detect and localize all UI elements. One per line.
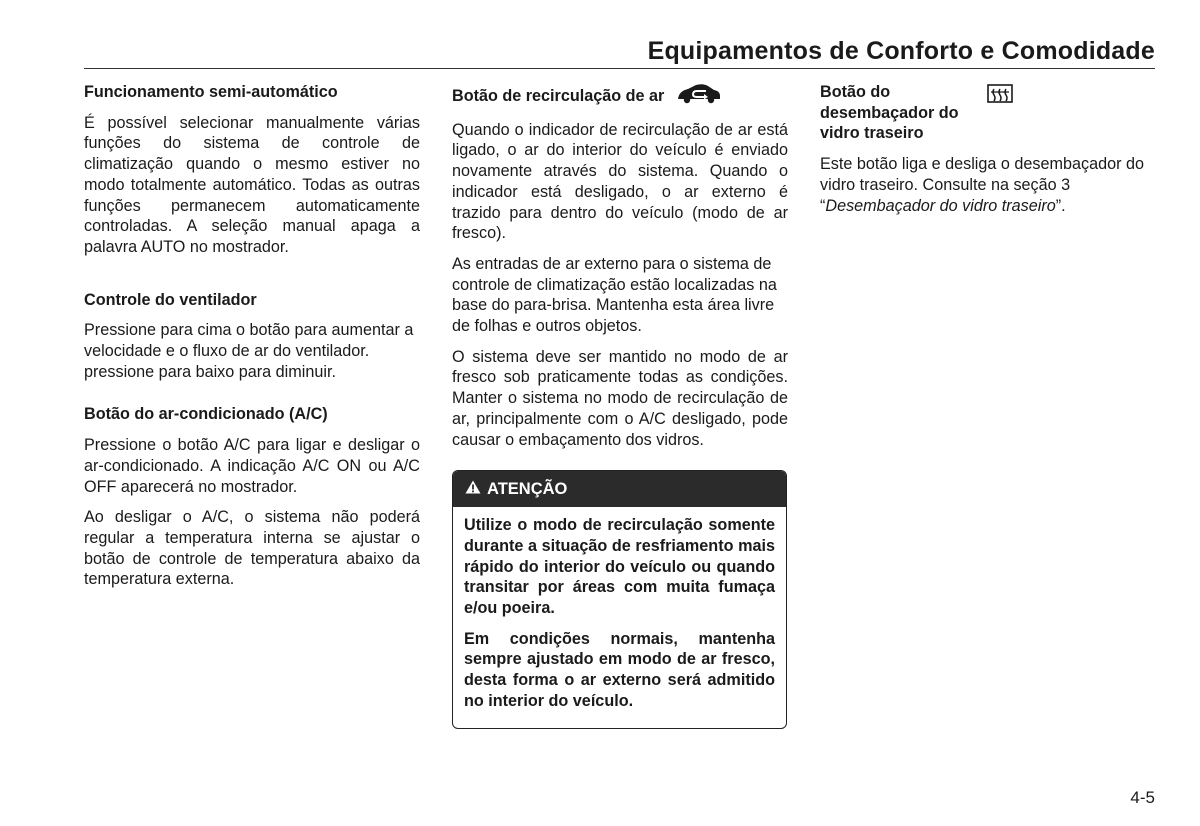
recirculation-icon [676,82,722,110]
paragraph-recirculation-1: Quando o indicador de recirculação de ar está ligado, o ar do interior do veículo é enviado novamente através do sistema. Quando o indicador está desligado, o ar externo é trazido para dentro do veículo (modo de ar fresco). [452,120,788,243]
section-title-ac-button: Botão do ar-condicionado (A/C) [84,405,328,424]
page-header-title: Equipamentos de Conforto e Comodidade [647,37,1155,65]
section-title-fan-control: Controle do ventilador [84,290,257,309]
paragraph-semi-auto: É possível selecionar manualmente várias funções do sistema de controle de climatização quando o mesmo estiver no modo totalmente automático. Todas as outras funções permanecem automaticamente controladas. A seleção manual apaga a palavra AUTO no mostrador. [84,113,420,256]
warning-title: ATENÇÃO [487,480,568,499]
rear-defroster-title-text: Botão do desembaçador do vidro traseiro [820,83,959,143]
paragraph-rear-defroster [820,154,1156,216]
header-divider [84,68,1155,69]
recirculation-title-text: Botão de recirculação de ar [452,86,665,105]
paragraph-recirculation-2: As entradas de ar externo para o sistema de controle de climatização estão localizadas na base do para-brisa. Mantenha esta área livre de folhas e outros objetos. [452,254,777,336]
warning-triangle-icon [465,479,481,499]
paragraph-recirculation-3: O sistema deve ser mantido no modo de ar fresco sob praticamente todas as condições. Manter o sistema no modo de recirculação de ar, principalmente com o A/C desligado, pode causar o embaçamento dos vidros. [452,347,788,449]
column-right [820,82,1156,226]
paragraph-fan-control: Pressione para cima o botão para aumentar a velocidade e o fluxo de ar do ventilador. pressione para baixo para diminuir. [84,321,414,381]
warning-box [452,470,787,728]
rear-defroster-text-pre: Este botão liga e desliga o desembaçador do vidro traseiro. Consulte na seção 3 “ [820,155,1144,215]
page-number: 4-5 [1130,788,1155,807]
column-left [84,82,420,600]
warning-paragraph-2: Em condições normais, mantenha sempre ajustado em modo de ar fresco, desta forma o ar externo será admitido no interior do veículo. [464,629,775,710]
column-middle [452,82,788,729]
rear-defroster-reference: Desembaçador do vidro traseiro [825,196,1056,215]
section-title-rear-defroster [820,82,1156,144]
warning-header [453,471,786,507]
paragraph-ac-button-1: Pressione o botão A/C para ligar e desligar o ar-condicionado. A indicação A/C ON ou A/C OFF aparecerá no mostrador. [84,436,420,496]
rear-defroster-text-post: ”. [1055,196,1066,215]
section-title-semi-auto: Funcionamento semi-automático [84,83,338,101]
section-title-recirculation [452,82,788,110]
warning-body [453,507,786,727]
rear-defroster-icon [987,84,1154,110]
warning-paragraph-1: Utilize o modo de recirculação somente durante a situação de resfriamento mais rápido do interior do veículo ou quando transitar por áreas com muita fumaça e/ou poeira. [464,516,775,618]
paragraph-ac-button-2: Ao desligar o A/C, o sistema não poderá regular a temperatura interna se ajustar o botão de controle de temperatura abaixo da temperatura externa. [84,508,420,589]
